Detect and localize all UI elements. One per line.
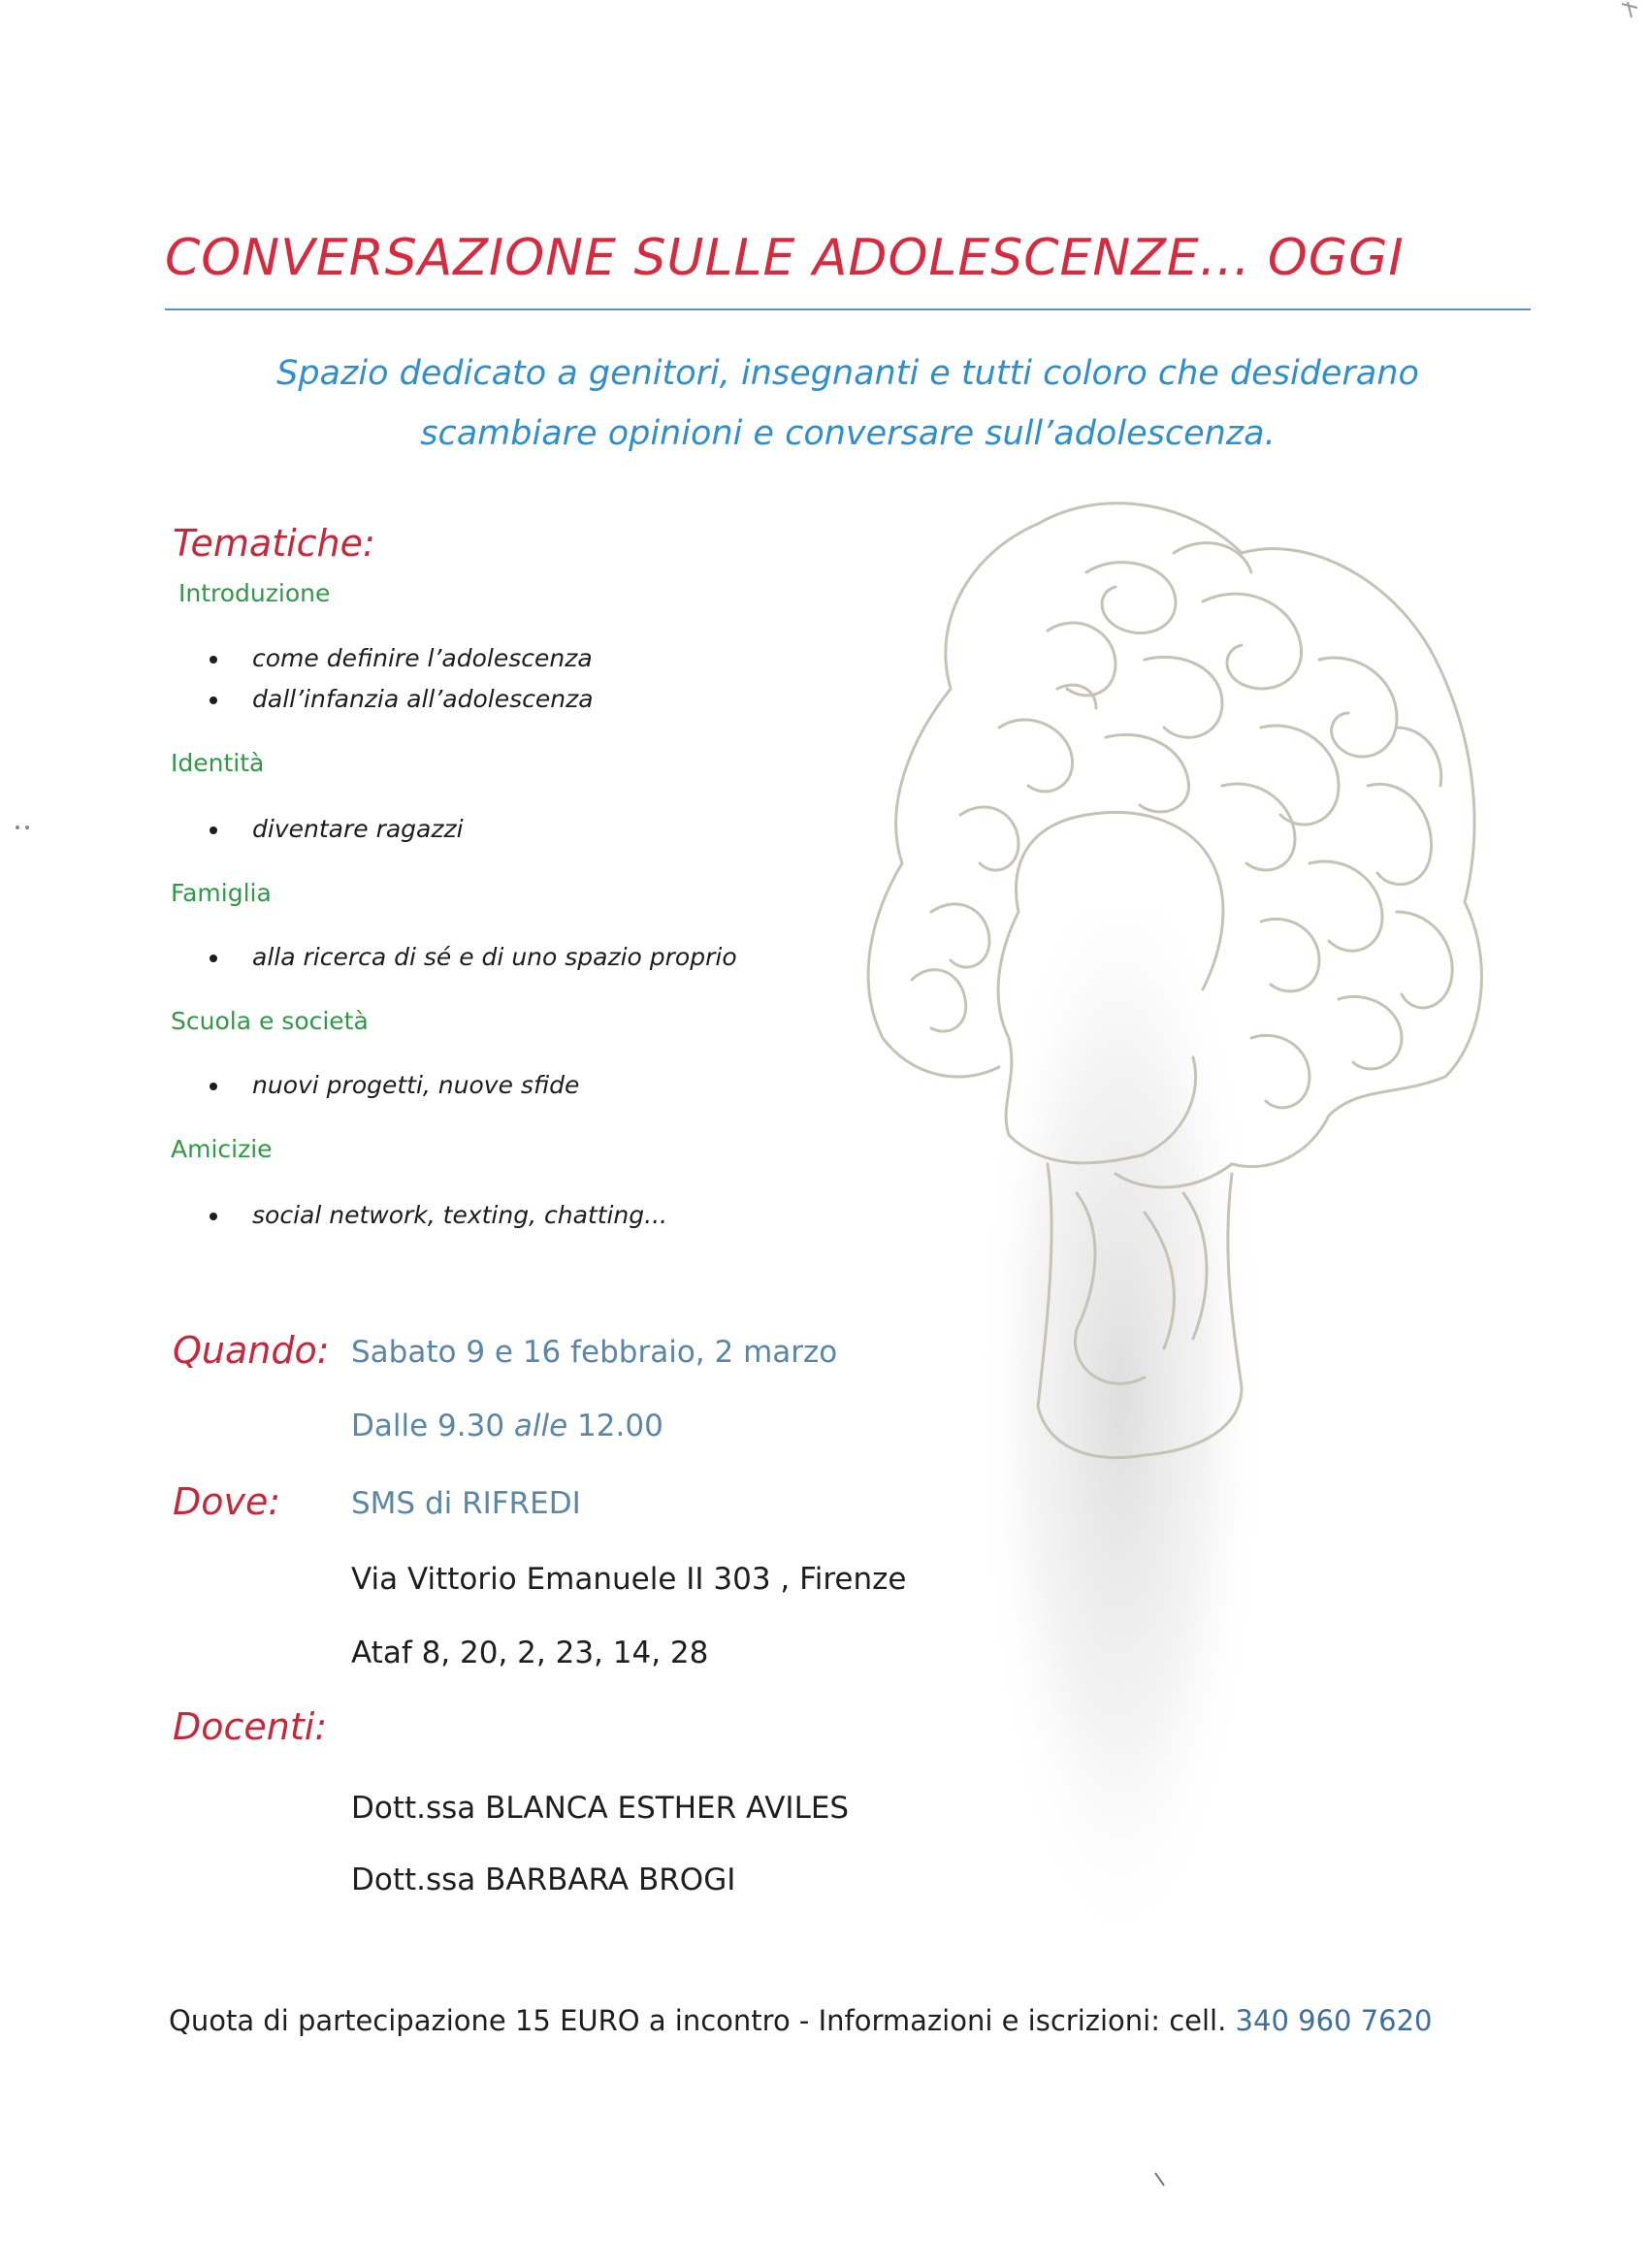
bullet-icon <box>210 955 217 962</box>
list-item <box>210 1071 579 1099</box>
list-item-text: social network, texting, chatting... <box>252 1201 667 1229</box>
footer-text: Quota di partecipazione 15 EURO a incontro - Informazioni e iscrizioni: cell. <box>169 2004 1236 2037</box>
list-item-text: diventare ragazzi <box>252 815 464 843</box>
portrait-line-art <box>854 495 1513 1513</box>
list-item <box>210 685 594 713</box>
topic-label: Amicizie <box>171 1135 273 1163</box>
bullet-icon <box>210 656 217 664</box>
list-item <box>210 815 464 843</box>
stray-mark <box>1618 0 1649 23</box>
topic-label: Scuola e società <box>171 1007 369 1035</box>
list-item <box>210 943 737 971</box>
footer-info <box>169 2004 1433 2037</box>
tematiche-heading: Tematiche: <box>173 522 375 565</box>
list-item <box>210 1201 667 1229</box>
event-time-from: Dalle 9.30 <box>351 1409 514 1443</box>
list-item-text: nuovi progetti, nuove sfide <box>252 1071 580 1099</box>
list-item-text: alla ricerca di sé e di uno spazio proprio <box>252 943 737 971</box>
venue-address: Via Vittorio Emanuele II 303 , Firenze <box>351 1562 907 1597</box>
bullet-icon <box>210 826 217 834</box>
subtitle <box>165 343 1531 464</box>
quando-heading: Quando: <box>173 1329 330 1372</box>
phone-number: 340 960 7620 <box>1235 2004 1433 2037</box>
event-dates: Sabato 9 e 16 febbraio, 2 marzo <box>351 1335 838 1370</box>
venue-name: SMS di RIFREDI <box>351 1486 581 1521</box>
bullet-icon <box>210 697 217 704</box>
bus-lines: Ataf 8, 20, 2, 23, 14, 28 <box>351 1636 709 1670</box>
topic-label: Famiglia <box>171 879 272 907</box>
bullet-icon <box>210 1083 217 1090</box>
subtitle-line: Spazio dedicato a genitori, insegnanti e tutti coloro che desiderano <box>276 354 1419 393</box>
page-title: CONVERSAZIONE SULLE ADOLESCENZE... OGGI <box>165 229 1405 287</box>
event-time <box>351 1409 663 1443</box>
teacher-name: Dott.ssa BARBARA BROGI <box>351 1863 736 1897</box>
stray-mark <box>14 823 35 832</box>
topic-label: Introduzione <box>178 579 331 607</box>
topic-label: Identità <box>171 749 265 777</box>
teacher-name: Dott.ssa BLANCA ESTHER AVILES <box>351 1791 850 1826</box>
list-item-text: dall’infanzia all’adolescenza <box>252 685 594 713</box>
event-time-connector: alle <box>513 1409 568 1443</box>
list-item <box>210 644 593 672</box>
dove-heading: Dove: <box>173 1480 281 1523</box>
stray-mark <box>1152 2170 1168 2189</box>
bullet-icon <box>210 1213 217 1220</box>
event-time-to: 12.00 <box>567 1409 663 1443</box>
subtitle-line: scambiare opinioni e conversare sull’adolescenza. <box>420 414 1276 453</box>
list-item-text: come definire l’adolescenza <box>252 644 593 672</box>
docenti-heading: Docenti: <box>173 1705 328 1748</box>
title-divider <box>165 308 1531 310</box>
